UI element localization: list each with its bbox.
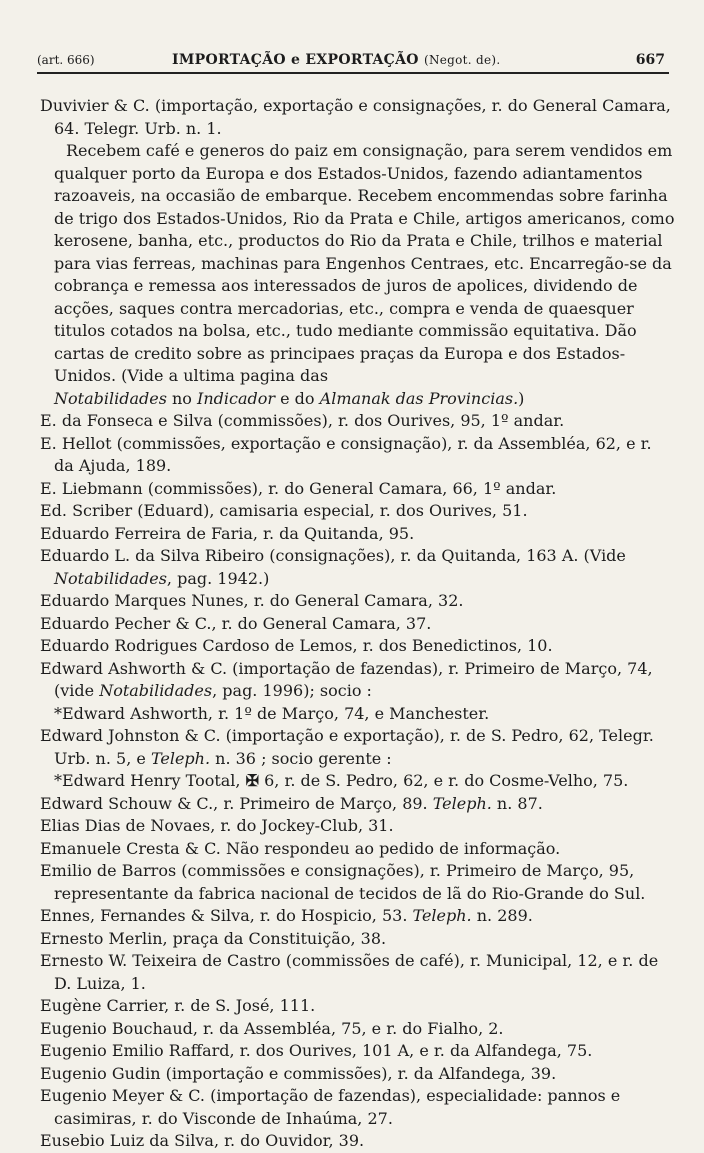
partner-line	[54, 770, 676, 793]
entry-text: n. 36 ; socio gerente :	[210, 748, 392, 768]
description-italic: Almanak das Provincias.	[319, 388, 519, 408]
cross-icon: ✠	[245, 771, 259, 790]
description-italic: Indicador	[197, 388, 276, 408]
entry-italic: Teleph.	[412, 906, 472, 925]
entry-description	[40, 140, 676, 410]
page-title	[172, 50, 501, 70]
entry-text: Edward Ashworth & C. (importação de fazendas), r. Primeiro de Março, 74, (vide	[40, 658, 653, 700]
entry-italic: Notabilidades	[54, 568, 167, 588]
entry-text: Ennes, Fernandes & Silva, r. do Hospicio, 53.	[40, 906, 413, 925]
list-item: Eusebio Luiz da Silva, r. do Ouvidor, 39.	[40, 1131, 365, 1150]
list-item	[40, 725, 676, 770]
running-head	[37, 50, 669, 70]
description-italic: Notabilidades	[54, 388, 167, 408]
list-item: Eugenio Bouchaud, r. da Assembléa, 75, e r. do Fialho, 2.	[40, 1018, 504, 1038]
list-item: Eduardo Marques Nunes, r. do General Camara, 32.	[40, 591, 464, 610]
list-item: E. da Fonseca e Silva (commissões), r. dos Ourives, 95, 1º andar.	[40, 411, 565, 430]
entry-text: Eduardo L. da Silva Ribeiro (consignações), r. da Quitanda, 163 A. (Vide	[40, 546, 626, 565]
list-item: Eduardo Pecher & C., r. do General Camara, 37.	[40, 613, 432, 633]
entry-text: Edward Schouw & C., r. Primeiro de Março, 89.	[40, 793, 433, 813]
partner-text: *Edward Henry Tootal,	[54, 771, 246, 790]
list-item: Elias Dias de Novaes, r. do Jockey-Club, 31.	[40, 816, 394, 835]
list-item: Emanuele Cresta & C. Não respondeu ao pedido de informação.	[40, 838, 561, 858]
description-text: no	[166, 388, 198, 408]
list-item: E. Liebmann (commissões), r. do General Camara, 66, 1º andar.	[40, 478, 557, 498]
header-rule	[37, 72, 669, 74]
description-text: Recebem café e generos do paiz em consignação, para serem vendidos em qualquer porto da Europa e dos Estados-Unidos, fazendo adiantamentos razoaveis, na occasião de embarque. Recebem encommendas sobre farinha de trigo dos Estados-Unidos, Rio da Prata e Chile, artigos americanos, como kerosene, banha, etc., productos do Rio da Prata e Chile, trilhos e material para vias ferreas, machinas para Engenhos Centraes, etc. Encarregão-se da cobrança e remessa aos interessados de juros de apolices, dividendo de acções, saques contra mercadorias, etc., compra e venda de quaesquer titulos cotados na bolsa, etc., tudo mediante commissão equitativa. Dão cartas de credito sobre as principaes praças da Europa e dos Estados-Unidos. (Vide a ultima pagina das	[54, 141, 675, 385]
entry-text: , pag. 1942.)	[166, 568, 270, 588]
title-main: IMPORTAÇÃO e EXPORTAÇÃO	[172, 52, 419, 68]
list-item: Duvivier & C. (importação, exportação e consignações, r. do General Camara, 64. Telegr. Urb. n. 1.	[40, 96, 671, 138]
list-item: Ernesto W. Teixeira de Castro (commissões de café), r. Municipal, 12, e r. de D. Luiza, 1.	[40, 951, 659, 993]
entry-italic: Teleph.	[432, 793, 492, 813]
entry-text: , pag. 1996); socio :	[212, 681, 372, 700]
page-number: 667	[635, 52, 665, 68]
entries-list	[40, 95, 676, 1153]
list-item: Eugène Carrier, r. de S. José, 111.	[40, 996, 316, 1015]
list-item: Ed. Scriber (Eduard), camisaria especial, r. dos Ourives, 51.	[40, 501, 528, 520]
title-paren: (Negot. de).	[423, 53, 501, 67]
list-item: Eugenio Meyer & C. (importação de fazendas), especialidade: pannos e casimiras, r. do Visconde de Inhaúma, 27.	[40, 1086, 621, 1128]
partner-text: 6, r. de S. Pedro, 62, e r. do Cosme-Velho, 75.	[259, 771, 629, 790]
entry-text: n. 87.	[491, 793, 543, 813]
list-item	[40, 545, 676, 590]
list-item	[40, 793, 676, 816]
entry-text: n. 289.	[471, 906, 533, 925]
list-item: Eduardo Rodrigues Cardoso de Lemos, r. dos Benedictinos, 10.	[40, 636, 553, 655]
entry-text: Edward Johnston & C. (importação e exportação), r. de S. Pedro, 62, Telegr. Urb. n. 5, e	[40, 726, 654, 768]
description-text: e do	[275, 388, 320, 408]
entry-italic: Notabilidades	[99, 681, 213, 700]
list-item: Ernesto Merlin, praça da Constituição, 38.	[40, 928, 387, 948]
list-item: Eduardo Ferreira de Faria, r. da Quitanda, 95.	[40, 523, 415, 543]
description-text: )	[518, 388, 525, 408]
article-number: (art. 666)	[37, 53, 95, 67]
list-item: Emilio de Barros (commissões e consignações), r. Primeiro de Março, 95, representante da fabrica nacional de tecidos de lã do Rio-Grande do Sul.	[40, 861, 646, 903]
entry-italic: Teleph.	[150, 748, 211, 768]
list-item	[40, 905, 676, 928]
list-item: Eugenio Emilio Raffard, r. dos Ourives, 101 A, e r. da Alfandega, 75.	[40, 1041, 593, 1060]
list-item: Eugenio Gudin (importação e commissões), r. da Alfandega, 39.	[40, 1063, 557, 1083]
list-item	[40, 658, 676, 703]
partner-line: *Edward Ashworth, r. 1º de Março, 74, e Manchester.	[54, 703, 490, 723]
list-item: E. Hellot (commissões, exportação e consignação), r. da Assembléa, 62, e r. da Ajuda, 189.	[40, 433, 652, 475]
